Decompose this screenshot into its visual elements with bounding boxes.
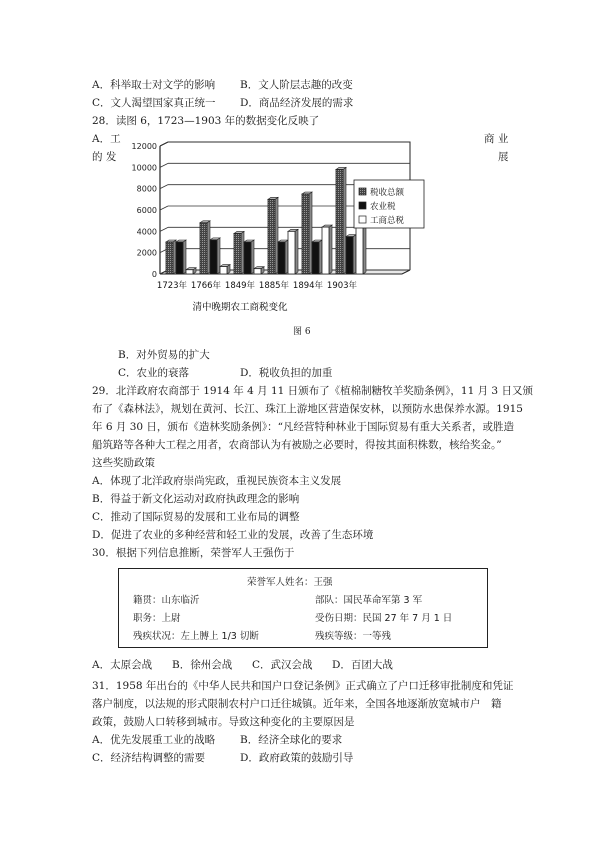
chart-bar: [176, 240, 186, 274]
q27-option-c: C．文人渴望国家真正统一: [92, 97, 216, 109]
chart-bar: [278, 240, 288, 274]
q29-option-c: C．推动了国际贸易的发展和工业布局的调整: [92, 511, 300, 523]
card-name-label: 荣誉军人姓名：: [247, 577, 314, 588]
card-status-label: 残疾状况：: [133, 631, 181, 642]
chart-bar: [346, 235, 356, 274]
q28-option-a-cont-left: 的 发: [92, 151, 117, 163]
tax-bar-chart: [120, 138, 425, 318]
q30-option-a: A．太原会战: [92, 659, 153, 671]
chart-legend-label: 工商总税: [370, 216, 405, 226]
chart-bar: [336, 167, 346, 274]
card-unit-label: 部队：: [315, 595, 344, 606]
q30-stem: 30．根据下列信息推断，荣誉军人王强伤于: [92, 547, 295, 559]
chart-legend: [354, 180, 424, 228]
figure-label: 图 6: [293, 327, 311, 337]
card-origin-label: 籍贯：: [133, 595, 162, 606]
card-grade-row: [315, 628, 391, 642]
card-rank-row: [133, 610, 181, 624]
q28-option-d: D．税收负担的加重: [240, 367, 333, 379]
q31-option-d: D．政府政策的鼓励引导: [240, 752, 354, 764]
chart-y-tick-label: 2000: [136, 248, 157, 258]
chart-legend-swatch: [359, 202, 366, 209]
q27-option-b: B．文人阶层志趣的改变: [240, 79, 353, 91]
chart-y-tick-label: 4000: [136, 227, 157, 237]
q31-option-b: B．经济全球化的要求: [240, 734, 343, 746]
q28-option-a-left: A．工: [92, 133, 121, 145]
chart-bar: [220, 265, 230, 274]
chart-bar: [200, 221, 210, 274]
chart-x-tick-label: 1723年: [156, 281, 188, 291]
q29-line-4: 船筑路等各种大工程之用者，农商部认为有被励之必要时，得按其面积株数，核给奖金。”: [92, 439, 502, 451]
q30-option-d: D．百团大战: [332, 659, 393, 671]
q28-option-a-cont-right: 展: [498, 151, 509, 163]
q30-option-b: B．徐州会战: [172, 659, 233, 671]
card-unit-value: 国民革命军第 3 军: [343, 595, 423, 606]
q29-line-1: 29．北洋政府农商部于 1914 年 4 月 11 日颁布了《植棉制糖牧羊奖励条例》，11 月 3 日又颁: [92, 385, 533, 397]
q27-option-a: A．科举取士对文学的影响: [92, 79, 216, 91]
chart-y-tick-label: 10000: [131, 163, 157, 173]
q28-stem: 28．读图 6，1723—1903 年的数据变化反映了: [92, 115, 320, 127]
card-rank-label: 职务：: [133, 613, 162, 624]
chart-x-tick-label: 1894年: [292, 281, 324, 291]
q30-option-c: C．武汉会战: [252, 659, 313, 671]
card-grade-label: 残疾等级：: [315, 631, 363, 642]
card-origin-row: [133, 592, 200, 606]
card-date-label: 受伤日期：: [315, 613, 363, 624]
chart-bar: [302, 192, 312, 274]
card-name-row: [247, 574, 333, 588]
chart-x-ticks: [157, 280, 358, 291]
chart-bar: [166, 240, 176, 274]
card-grade-value: 一等残: [362, 631, 392, 642]
card-unit-row: [315, 592, 422, 606]
chart-y-tick-label: 12000: [131, 142, 157, 151]
q29-line-2: 布了《森林法》，规划在黄河、长江、珠江上游地区营造保安林，以预防水患保养水源。1915: [92, 403, 523, 415]
q28-option-b: B．对外贸易的扩大: [118, 349, 210, 361]
card-status-row: [133, 628, 259, 642]
chart-x-tick-label: 1766年: [190, 281, 222, 291]
chart-bars: [166, 167, 366, 274]
q29-line-5: 这些奖励政策: [92, 457, 155, 469]
q31-line-3: 政策，鼓励人口转移到城市。导致这种变化的主要原因是: [92, 716, 355, 728]
chart-legend-swatch: [359, 188, 366, 195]
q29-line-3: 年 6 月 30 日，颁布《造林奖励条例》：“凡经营特种林业于国际贸易有重大关系者，或胜造: [92, 421, 515, 433]
chart-x-tick-label: 1885年: [258, 281, 290, 291]
chart-bar: [268, 197, 278, 274]
chart-bar: [312, 240, 322, 274]
q28-option-a-right: 商 业: [484, 133, 509, 145]
chart-y-tick-label: 6000: [136, 206, 157, 215]
card-date-value: 民国 27 年 7 月 1 日: [362, 613, 453, 624]
chart-bar: [244, 240, 254, 274]
q31-option-a: A．优先发展重工业的战略: [92, 734, 216, 746]
chart-y-tick-label: 0: [151, 270, 157, 279]
chart-legend-swatch: [359, 216, 366, 223]
chart-legend-label: 税收总额: [370, 188, 405, 198]
card-name-value: 王强: [313, 577, 333, 588]
chart-bar: [234, 231, 244, 274]
chart-x-tick-label: 1903年: [326, 281, 358, 291]
q29-option-b: B．得益于新文化运动对政府执政理念的影响: [92, 493, 300, 505]
q29-option-d: D．促进了农业的多种经营和轻工业的发展，改善了生态环境: [92, 529, 374, 541]
q31-option-c: C．经济结构调整的需要: [92, 752, 206, 764]
q27-option-d: D．商品经济发展的需求: [240, 97, 354, 109]
card-date-row: [315, 610, 452, 624]
chart-title: 清中晚期农工商税变化: [192, 302, 288, 313]
card-rank-value: 上尉: [161, 613, 181, 624]
card-origin-value: 山东临沂: [161, 595, 200, 606]
chart-legend-label: 农业税: [370, 202, 396, 212]
card-status-value: 左上膊上 1/3 切断: [180, 631, 259, 642]
q28-option-c: C．农业的衰落: [118, 367, 190, 379]
chart-bar: [254, 267, 264, 274]
veteran-record-card: [118, 568, 488, 648]
chart-y-ticks: [132, 142, 157, 279]
chart-bar: [288, 229, 298, 274]
chart-bar: [322, 225, 332, 274]
chart-bar: [186, 268, 196, 274]
q29-option-a: A．体现了北洋政府崇尚宪政，重视民族资本主义发展: [92, 475, 342, 487]
chart-x-tick-label: 1849年: [224, 281, 256, 291]
chart-y-tick-label: 8000: [136, 184, 157, 194]
q31-line-1: 31．1958 年出台的《中华人民共和国户口登记条例》正式确立了户口迁移审批制度和凭证: [92, 680, 514, 692]
chart-bar: [210, 238, 220, 274]
q31-line-2: 落户制度，以法规的形式限制农村户口迁往城镇。近年来，全国各地逐渐放宽城市户 籍: [92, 698, 502, 710]
